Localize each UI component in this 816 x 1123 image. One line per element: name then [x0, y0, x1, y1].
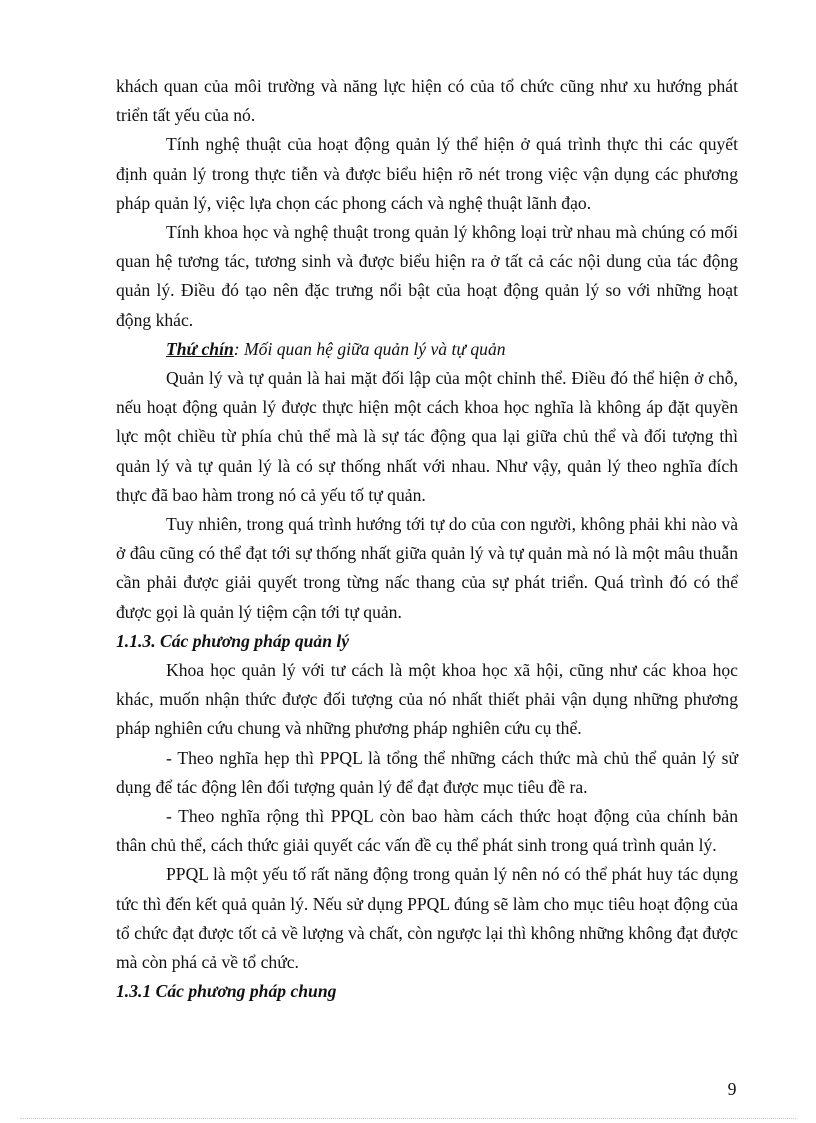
paragraph-however: Tuy nhiên, trong quá trình hướng tới tự do của con người, không phải khi nào và ở đâu cũng có thể đạt tới sự thống nhất giữa quản lý và tự quản mà nó là một mâu thuẫn cần phải được giải quyết trong từng nấc thang của sự phát triển. Quá trình đó có thể được gọi là quản lý tiệm cận tới tự quản. [116, 514, 738, 622]
subheading-text: : Mối quan hệ giữa quản lý và tự quản [233, 338, 506, 359]
paragraph-management-self-management: Quản lý và tự quản là hai mặt đối lập của một chỉnh thể. Điều đó thể hiện ở chỗ, nếu hoạt động quản lý được thực hiện một cách khoa học nghĩa là không áp đặt quyền lực một chiều từ phía chủ thể mà là sự tác động qua lại giữa chủ thể và đối tượng thì quản lý và tự quản lý là có sự thống nhất với nhau. Như vậy, quản lý theo nghĩa đích thực đã bao hàm trong nó cả yếu tố tự quản. [116, 368, 738, 505]
paragraph-continuation: khách quan của môi trường và năng lực hiện có của tổ chức cũng như xu hướng phát triển tất yếu của nó. [116, 76, 738, 126]
paragraph-science-and-art: Tính khoa học và nghệ thuật trong quản lý không loại trừ nhau mà chúng có mối quan hệ tương tác, tương sinh và được biểu hiện ra ở tất cả các nội dung của tác động quản lý. Điều đó tạo nên đặc trưng nổi bật của hoạt động quản lý so với những hoạt động khác. [116, 222, 738, 330]
paragraph-broad-sense: - Theo nghĩa rộng thì PPQL còn bao hàm cách thức hoạt động của chính bản thân chủ thể, cách thức giải quyết các vấn đề cụ thể phát sinh trong quá trình quản lý. [116, 806, 738, 856]
subheading-ninth [116, 335, 738, 364]
subheading-label: Thứ chín [166, 338, 234, 359]
paragraph-art-of-management: Tính nghệ thuật của hoạt động quản lý thể hiện ở quá trình thực thi các quyết định quản lý trong thực tiễn và được biểu hiện rõ nét trong việc vận dụng các phương pháp quản lý, việc lựa chọn các phong cách và nghệ thuật lãnh đạo. [116, 134, 738, 213]
document-page [116, 72, 738, 1007]
section-heading-1-3-1: 1.3.1 Các phương pháp chung [116, 981, 337, 1002]
section-heading-1-1-3: 1.1.3. Các phương pháp quản lý [116, 630, 350, 651]
page-number: 9 [727, 1079, 737, 1099]
paragraph-management-science: Khoa học quản lý với tư cách là một khoa học xã hội, cũng như các khoa học khác, muốn nhận thức được đối tượng của nó nhất thiết phải vận dụng những phương pháp nghiên cứu chung và những phương pháp nghiên cứu cụ thể. [116, 660, 738, 739]
footer-divider [20, 1118, 796, 1119]
paragraph-ppql-dynamic: PPQL là một yếu tố rất năng động trong quản lý nên nó có thể phát huy tác dụng tức thì đến kết quả quản lý. Nếu sử dụng PPQL đúng sẽ làm cho mục tiêu hoạt động của tổ chức đạt được tốt cả về lượng và chất, còn ngược lại thì không những không đạt được mà còn phá cả về tổ chức. [116, 864, 738, 973]
paragraph-narrow-sense: - Theo nghĩa hẹp thì PPQL là tổng thể những cách thức mà chủ thể quản lý sử dụng để tác động lên đối tượng quản lý để đạt được mục tiêu đề ra. [116, 747, 738, 797]
